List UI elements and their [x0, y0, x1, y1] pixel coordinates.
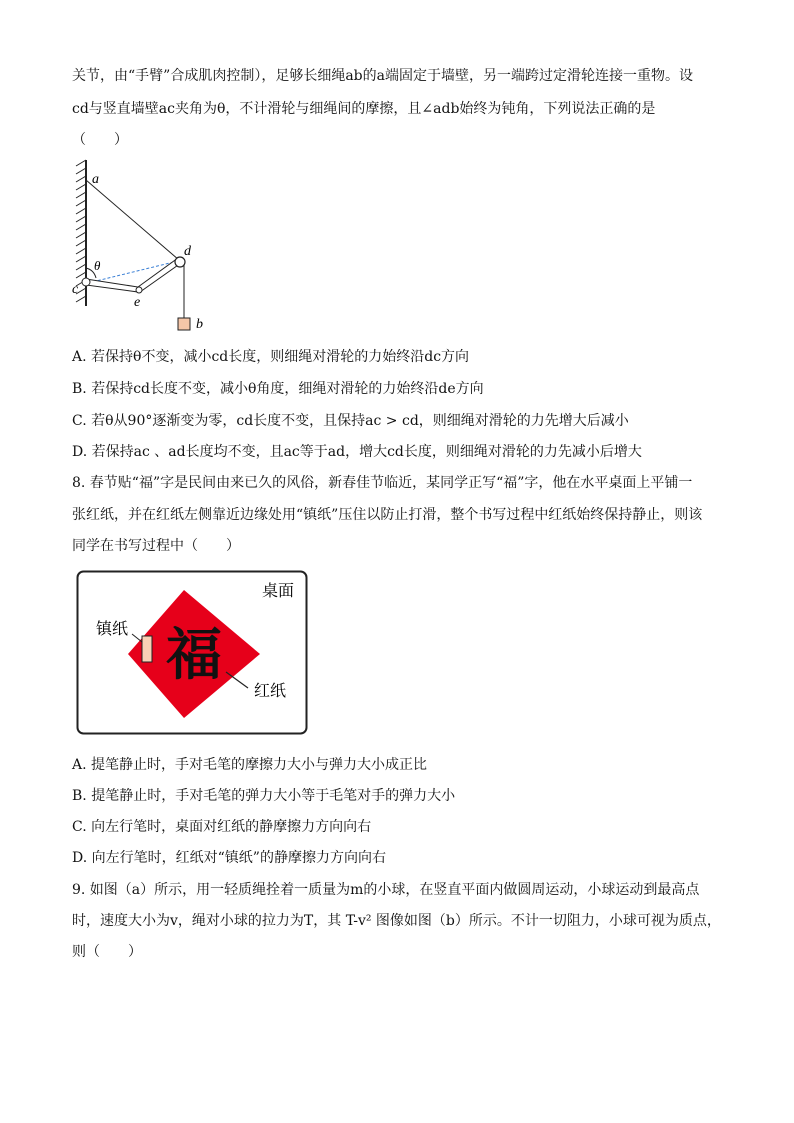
joint-c: [82, 278, 90, 286]
paperweight-label: 镇纸: [96, 619, 129, 638]
q8-option-a: A. 提笔静止时，手对毛笔的摩擦力大小与弹力大小成正比: [72, 757, 428, 773]
joint-e: [136, 287, 142, 293]
q7-option-b: B. 若保持cd长度不变，减小θ角度，细绳对滑轮的力始终沿de方向: [72, 381, 484, 397]
q8-option-b: B. 提笔静止时，手对毛笔的弹力大小等于毛笔对手的弹力大小: [72, 788, 456, 804]
q7-intro-line-1: 关节，由“手臂”合成肌肉控制），足够长细绳ab的a端固定于墙壁，另一端跨过定滑轮连接一重物。设: [72, 68, 693, 84]
mass-b: [178, 318, 190, 330]
q8-stem-line-1: 8. 春节贴“福”字是民间由来已久的风俗，新春佳节临近，某同学正写“福”字，他在水平桌面上平铺一: [72, 475, 693, 491]
q9-stem-line-1: 9. 如图（a）所示，用一轻质绳拴着一质量为m的小球，在竖直平面内做圆周运动，小球运动到最高点: [72, 882, 700, 898]
label-c: c: [72, 282, 79, 297]
desk-label: 桌面: [262, 581, 295, 600]
label-theta: θ: [94, 258, 101, 273]
fu-character: 福: [166, 622, 222, 688]
q8-stem-line-3: 同学在书写过程中（ ）: [72, 538, 240, 554]
q8-option-d: D. 向左行笔时，红纸对“镇纸”的静摩擦力方向向右: [72, 850, 386, 866]
q7-intro-line-2: cd与竖直墙壁ac夹角为θ，不计滑轮与细绳间的摩擦，且∠adb始终为钝角，下列说法正确的是: [72, 101, 656, 117]
paperweight: [142, 636, 152, 662]
arm-ce: [86, 279, 138, 292]
rope-ad: [86, 180, 179, 260]
q7-option-d: D. 若保持ac 、ad长度均不变，且ac等于ad，增大cd长度，则细绳对滑轮的力先减小后增大: [72, 444, 642, 460]
label-d: d: [184, 244, 191, 259]
q7-option-a: A. 若保持θ不变，减小cd长度，则细绳对滑轮的力始终沿dc方向: [72, 349, 470, 365]
q9-stem-line-3: 则（ ）: [72, 944, 142, 960]
q7-option-c: C. 若θ从90°逐渐变为零，cd长度不变，且保持ac > cd，则细绳对滑轮的力先增大后减小: [72, 413, 629, 429]
q8-desk-figure: [76, 570, 308, 736]
label-a: a: [92, 172, 99, 187]
q8-option-c: C. 向左行笔时，桌面对红纸的静摩擦力方向向右: [72, 819, 372, 835]
q9-stem-line-2: 时，速度大小为v，绳对小球的拉力为T，其 T-v² 图像如图（b）所示。不计一切阻力，小球可视为质点，: [72, 913, 721, 929]
label-e: e: [134, 295, 141, 310]
label-b: b: [196, 317, 203, 332]
q7-pulley-figure: [66, 158, 226, 336]
red-paper-label: 红纸: [254, 681, 287, 700]
q7-answer-paren: （ ）: [72, 132, 128, 148]
q8-stem-line-2: 张红纸，并在红纸左侧靠近边缘处用“镇纸”压住以防止打滑，整个书写过程中红纸始终保持静止，则该: [72, 507, 703, 523]
